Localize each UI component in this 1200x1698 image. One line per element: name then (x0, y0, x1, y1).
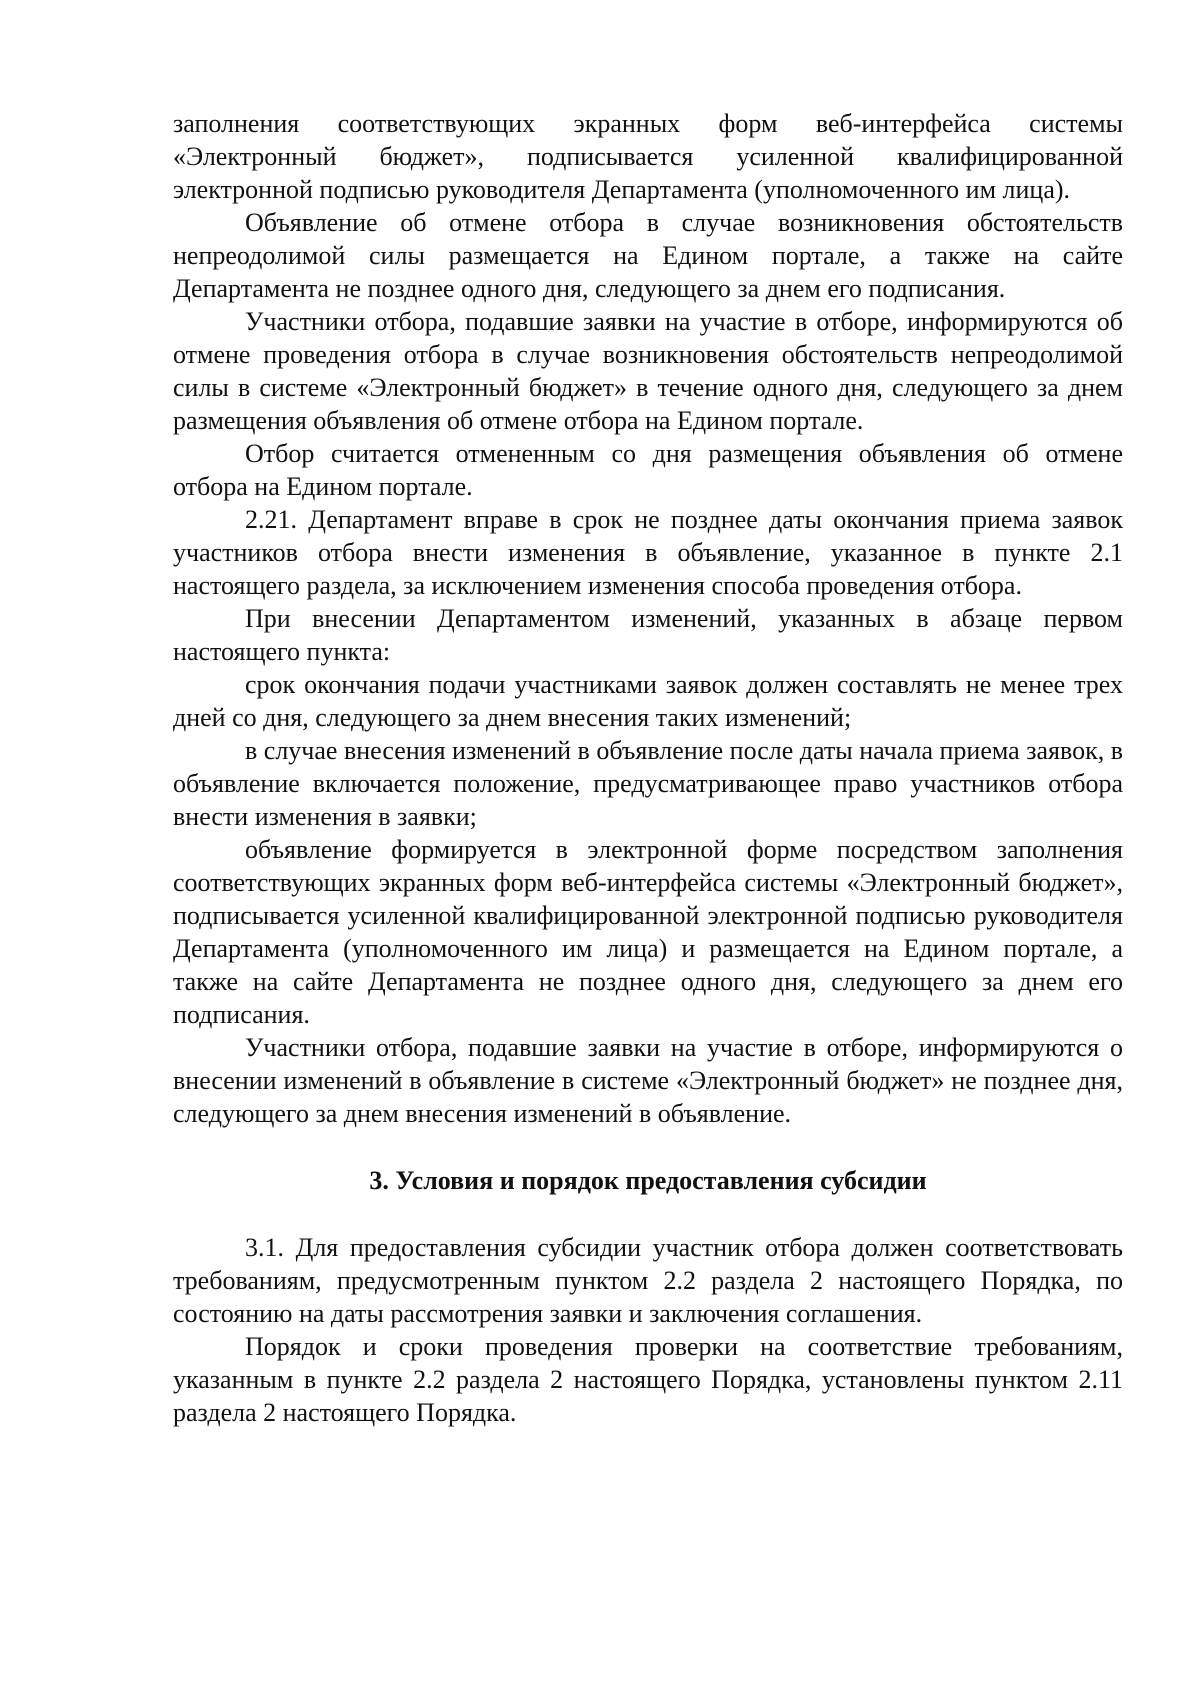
paragraph: в случае внесения изменений в объявление после даты начала приема заявок, в объявление включается положение, предусматривающее право участников отбора внести изменения в заявки; (173, 736, 1123, 831)
paragraph: заполнения соответствующих экранных форм веб-интерфейса системы «Электронный бюджет», подписывается усиленной квалифицированной электронной подписью руководителя Департамента (уполномоченного им лица). (173, 109, 1123, 204)
paragraph: Объявление об отмене отбора в случае возникновения обстоятельств непреодолимой силы размещается на Едином портале, а также на сайте Департамента не позднее одного дня, следующего за днем его подписания. (173, 208, 1123, 303)
paragraph: Участники отбора, подавшие заявки на участие в отборе, информируются о внесении изменений в объявление в системе «Электронный бюджет» не позднее дня, следующего за днем внесения изменений в объявление. (173, 1033, 1123, 1128)
paragraph: Участники отбора, подавшие заявки на участие в отборе, информируются об отмене проведения отбора в случае возникновения обстоятельств непреодолимой силы в системе «Электронный бюджет» в течение одного дня, следующего за днем размещения объявления об отмене отбора на Едином портале. (173, 307, 1123, 435)
paragraph: Порядок и сроки проведения проверки на соответствие требованиям, указанным в пункте 2.2 раздела 2 настоящего Порядка, установлены пунктом 2.11 раздела 2 настоящего Порядка. (173, 1332, 1123, 1427)
document-page (173, 107, 1123, 1429)
section-heading: 3. Условия и порядок предоставления субсидии (369, 1166, 927, 1195)
paragraph: Отбор считается отмененным со дня размещения объявления об отмене отбора на Едином портале. (173, 439, 1123, 501)
paragraph: объявление формируется в электронной форме посредством заполнения соответствующих экранных форм веб-интерфейса системы «Электронный бюджет», подписывается усиленной квалифицированной электронной подписью руководителя Департамента (уполномоченного им лица) и размещается на Едином портале, а также на сайте Департамента не позднее одного дня, следующего за днем его подписания. (173, 835, 1123, 1029)
paragraph: 3.1. Для предоставления субсидии участник отбора должен соответствовать требованиям, предусмотренным пунктом 2.2 раздела 2 настоящего Порядка, по состоянию на даты рассмотрения заявки и заключения соглашения. (173, 1233, 1123, 1328)
paragraph: При внесении Департаментом изменений, указанных в абзаце первом настоящего пункта: (173, 604, 1123, 666)
paragraph: 2.21. Департамент вправе в срок не позднее даты окончания приема заявок участников отбора внести изменения в объявление, указанное в пункте 2.1 настоящего раздела, за исключением изменения способа проведения отбора. (173, 505, 1123, 600)
paragraph: срок окончания подачи участниками заявок должен составлять не менее трех дней со дня, следующего за днем внесения таких изменений; (173, 670, 1123, 732)
